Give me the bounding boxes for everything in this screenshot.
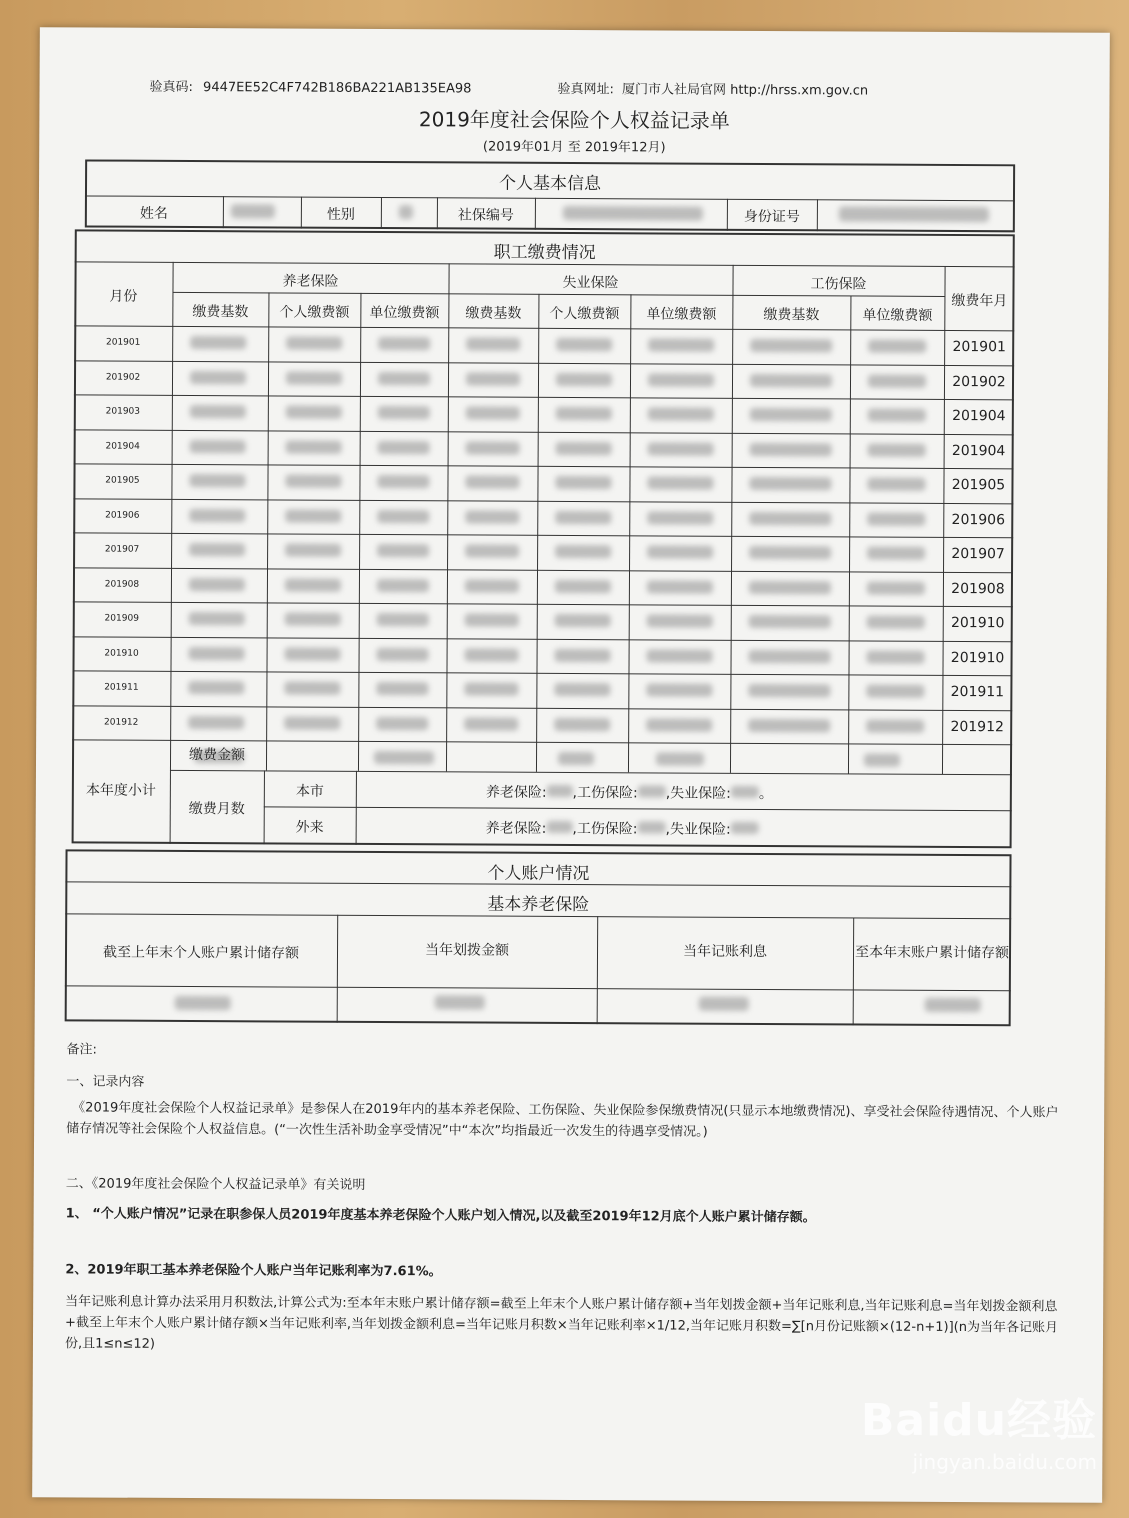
month-cell: 201901 [105,337,141,348]
verify-site-label: 验真网址: [557,81,614,98]
verify-site [557,78,868,99]
month-cell: 201902 [105,372,141,383]
note-item-2: 2、2019年职工基本养老保险个人账户当年记账利率为7.61%。 [65,1262,442,1280]
subtotal-amount-label: 缴费金额 [189,747,246,764]
pension-header: 养老保险 [282,273,339,290]
unemp-unit-header: 单位缴费额 [646,306,717,323]
subtotal-months-label: 缴费月数 [188,800,245,818]
unemp-base-header: 缴费基数 [465,305,522,322]
interest-formula: 当年记账利息计算办法采用月积数法,计算公式为:至本年末账户累计储存额=截至上年末个人账户累计储存额+当年划拨金额+当年记账利息,当年记账利息=当年划拨金额利息+截至上年末个人账户累计储存额×当年记账利率,当年划拨金额利息=当年记账月积数×当年记账利率×1/12,当年记账月积数=∑[n月份记账额×(12-n+1)](n为当年各记账月份,且1≤n≤12) [64,1294,1059,1352]
document-period: (2019年01月 至 2019年12月) [482,139,666,156]
year-end-balance-header: 至本年末账户累计储存额 [854,944,1010,962]
current-interest-header: 当年记账利息 [682,943,768,961]
month-cell: 201907 [104,544,140,555]
prev-year-balance-header: 截至上年末个人账户累计储存额 [102,944,300,962]
verify-code-value: 9447EE52C4F742B186BA221AB135EA98 [203,80,472,97]
month-cell: 201904 [105,441,140,452]
local-end-mark: 。 [758,785,773,803]
name-label: 姓名 [139,205,168,222]
local-unemp-label: ,失业保险: [665,785,731,802]
verify-code [150,76,472,97]
month-cell: 201905 [105,475,140,486]
watermark-url: jingyan.baidu.com [912,1450,1097,1474]
payment-title: 职工缴费情况 [493,242,596,264]
outside-label: 外来 [295,819,324,836]
unemp-personal-header: 个人缴费额 [549,305,620,323]
gender-label: 性别 [326,206,355,223]
injury-base-header: 缴费基数 [763,307,820,324]
month-cell: 201911 [104,682,139,693]
pension-unit-header: 单位缴费额 [369,304,440,322]
injury-unit-header: 单位缴费额 [862,307,933,324]
local-label: 本市 [295,783,324,800]
month-cell: 201906 [105,510,140,521]
pay-month-cell: 201904 [951,442,1006,459]
verify-code-label: 验真码: [149,79,193,96]
pay-month-column-header: 缴费年月 [951,292,1008,310]
injury-header: 工伤保险 [810,276,867,293]
pay-month-cell: 201904 [952,407,1006,425]
pay-month-cell: 201902 [952,373,1006,390]
pension-personal-header: 个人缴费额 [279,304,350,321]
outside-unemp-label: ,失业保险: [665,821,731,838]
section1-body: 《2019年度社会保险个人权益记录单》是参保人在2019年内的基本养老保险、工伤保险、失业保险参保缴费情况(只显示本地缴费情况)、享受社会保险待遇情况、个人账户储存情况等社会保险个人权益信息。(“一次性生活补助金享受情况”中“本次”均指最近一次发生的待遇享受情况。) [66,1100,1059,1140]
outside-injury-label: ,工伤保险: [572,821,638,838]
pay-month-cell: 201912 [950,718,1004,735]
outside-pension-label: 养老保险: [485,820,547,837]
baidu-logo-text: Baidu经验 [860,1395,1097,1446]
month-cell: 201903 [105,406,141,417]
month-cell: 201910 [104,648,139,659]
section2-title: 二、《2019年度社会保险个人权益记录单》有关说明 [65,1176,366,1193]
pay-month-cell: 201901 [952,338,1006,356]
section1-title: 一、记录内容 [66,1074,145,1090]
note-item-1: 1、 “个人账户情况”记录在职参保人员2019年度基本养老保险个人账户划入情况,以及截至2019年12月底个人账户累计储存额。 [65,1206,816,1226]
local-months-text [486,782,773,804]
current-allocation-header: 当年划拨金额 [424,942,510,959]
pay-month-cell: 201906 [951,511,1006,528]
pay-month-cell: 201910 [950,649,1005,666]
pay-month-cell: 201905 [951,476,1006,494]
month-cell: 201909 [104,613,139,624]
month-cell: 201908 [104,579,140,590]
pay-month-cell: 201910 [950,614,1005,632]
local-pension-label: 养老保险: [485,784,547,801]
local-injury-label: ,工伤保险: [572,785,638,802]
pension-account-subtitle: 基本养老保险 [487,894,590,916]
pension-base-header: 缴费基数 [192,304,249,321]
verify-site-value: 厦门市人社局官网 http://hrss.xm.gov.cn [622,82,869,99]
pay-month-cell: 201907 [951,545,1005,563]
document-title: 2019年度社会保险个人权益记录单 [418,107,730,133]
outside-months-text [486,818,759,839]
pay-month-cell: 201911 [950,683,1005,701]
unemployment-header: 失业保险 [562,274,619,292]
remark-label: 备注: [66,1042,97,1058]
baidu-jingyan-watermark [861,1384,1097,1474]
record-sheet [32,27,1110,1503]
ss-number-label: 社保编号 [457,207,514,224]
id-number-label: 身份证号 [743,208,800,226]
subtotal-label: 本年度小计 [85,782,156,799]
month-cell: 201912 [104,717,139,728]
account-title: 个人账户情况 [487,863,590,885]
pay-month-cell: 201908 [951,580,1005,597]
month-column-header: 月份 [109,288,138,305]
personal-info-title: 个人基本信息 [498,173,602,195]
